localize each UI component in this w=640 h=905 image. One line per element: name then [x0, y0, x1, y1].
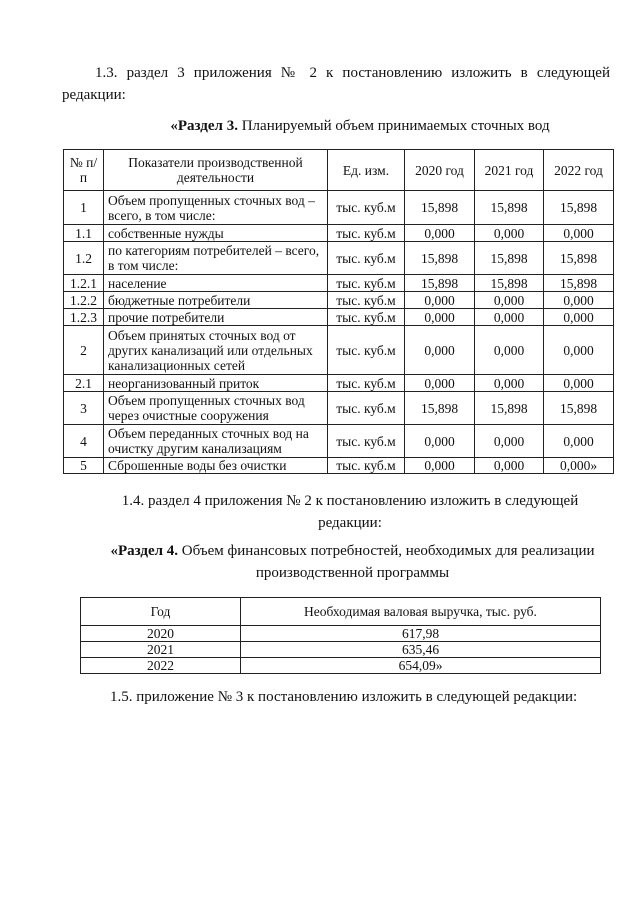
cell-v2022: 0,000	[544, 225, 614, 242]
cell-v2020: 0,000	[405, 375, 475, 392]
cell-v2021: 15,898	[475, 275, 544, 292]
cell-value: 654,09»	[241, 658, 601, 674]
cell-value: 617,98	[241, 626, 601, 642]
table-row	[64, 242, 614, 275]
cell-v2021: 15,898	[475, 191, 544, 225]
cell-v2022: 0,000	[544, 309, 614, 326]
paragraph-1-5: 1.5. приложение № 3 к постановлению изложить в следующей редакции:	[110, 689, 578, 705]
cell-num: 1.2.3	[64, 309, 104, 326]
header-year: Год	[81, 598, 241, 626]
cell-v2020: 15,898	[405, 392, 475, 425]
paragraph-1-3	[62, 62, 610, 106]
cell-v2021: 0,000	[475, 458, 544, 474]
table-header-row	[81, 598, 601, 626]
cell-v2021: 0,000	[475, 292, 544, 309]
cell-unit: тыс. куб.м	[328, 425, 405, 458]
table-row	[64, 375, 614, 392]
paragraph-1-4-line2: редакции:	[318, 515, 382, 531]
cell-num: 1.2.1	[64, 275, 104, 292]
paragraph-1-4-line1: 1.4. раздел 4 приложения № 2 к постановлению изложить в следующей	[121, 493, 579, 509]
table-row	[64, 458, 614, 474]
cell-name: население	[104, 275, 328, 292]
cell-v2022: 15,898	[544, 191, 614, 225]
cell-unit: тыс. куб.м	[328, 242, 405, 275]
cell-v2022: 15,898	[544, 275, 614, 292]
cell-unit: тыс. куб.м	[328, 458, 405, 474]
cell-num: 1.2	[64, 242, 104, 275]
table-row	[64, 292, 614, 309]
cell-v2021: 0,000	[475, 375, 544, 392]
cell-v2022: 0,000	[544, 326, 614, 375]
paragraph-1-4	[90, 490, 610, 534]
cell-unit: тыс. куб.м	[328, 326, 405, 375]
cell-unit: тыс. куб.м	[328, 225, 405, 242]
cell-name: Объем пропущенных сточных вод – всего, в том числе:	[104, 191, 328, 225]
cell-v2020: 0,000	[405, 425, 475, 458]
cell-num: 2.1	[64, 375, 104, 392]
cell-unit: тыс. куб.м	[328, 191, 405, 225]
cell-num: 5	[64, 458, 104, 474]
cell-v2021: 0,000	[475, 225, 544, 242]
cell-num: 4	[64, 425, 104, 458]
section-3-prefix: «Раздел 3.	[170, 118, 238, 134]
paragraph-1-3-line1: 1.3. раздел 3 приложения № 2 к постановлению изложить в следующей	[95, 65, 610, 81]
planned-volume-table	[63, 149, 614, 474]
cell-v2021: 15,898	[475, 242, 544, 275]
table-row	[64, 326, 614, 375]
financial-needs-table	[80, 597, 601, 674]
header-num: № п/п	[64, 150, 104, 191]
cell-name: Объем пропущенных сточных вод через очистные сооружения	[104, 392, 328, 425]
table-row	[64, 275, 614, 292]
paragraph-1-3-line2: редакции:	[62, 87, 126, 103]
cell-v2022: 0,000	[544, 375, 614, 392]
table-row	[64, 191, 614, 225]
table-header-row	[64, 150, 614, 191]
section-3-title: Планируемый объем принимаемых сточных вод	[237, 118, 550, 134]
cell-num: 2	[64, 326, 104, 375]
cell-v2022: 0,000	[544, 292, 614, 309]
cell-name: Сброшенные воды без очистки	[104, 458, 328, 474]
cell-v2020: 0,000	[405, 458, 475, 474]
table-row	[81, 626, 601, 642]
cell-v2022: 0,000»	[544, 458, 614, 474]
header-indicator: Показатели производственной деятельности	[104, 150, 328, 191]
table-row	[64, 425, 614, 458]
section-4-prefix: «Раздел 4.	[110, 543, 179, 559]
section-4-title-line1: Объем финансовых потребностей, необходимых для реализации	[178, 543, 595, 559]
cell-v2021: 0,000	[475, 309, 544, 326]
cell-v2022: 15,898	[544, 392, 614, 425]
cell-unit: тыс. куб.м	[328, 392, 405, 425]
cell-year: 2020	[81, 626, 241, 642]
section-4-title-line2: производственной программы	[255, 565, 450, 581]
cell-num: 3	[64, 392, 104, 425]
header-unit: Ед. изм.	[328, 150, 405, 191]
cell-name: прочие потребители	[104, 309, 328, 326]
cell-unit: тыс. куб.м	[328, 309, 405, 326]
header-2022: 2022 год	[544, 150, 614, 191]
header-2021: 2021 год	[475, 150, 544, 191]
cell-name: Объем принятых сточных вод от других канализаций или отдельных канализационных сетей	[104, 326, 328, 375]
header-2020: 2020 год	[405, 150, 475, 191]
table-row	[64, 225, 614, 242]
cell-v2021: 0,000	[475, 425, 544, 458]
cell-v2020: 0,000	[405, 225, 475, 242]
cell-year: 2022	[81, 658, 241, 674]
cell-value: 635,46	[241, 642, 601, 658]
cell-name: неорганизованный приток	[104, 375, 328, 392]
cell-unit: тыс. куб.м	[328, 292, 405, 309]
cell-v2022: 15,898	[544, 242, 614, 275]
cell-v2021: 0,000	[475, 326, 544, 375]
cell-v2020: 0,000	[405, 309, 475, 326]
table-row	[81, 642, 601, 658]
cell-v2021: 15,898	[475, 392, 544, 425]
table-row	[81, 658, 601, 674]
cell-name: Объем переданных сточных вод на очистку другим канализациям	[104, 425, 328, 458]
cell-num: 1.2.2	[64, 292, 104, 309]
cell-num: 1	[64, 191, 104, 225]
table-row	[64, 392, 614, 425]
cell-v2020: 15,898	[405, 191, 475, 225]
header-revenue: Необходимая валовая выручка, тыс. руб.	[241, 598, 601, 626]
cell-year: 2021	[81, 642, 241, 658]
cell-v2020: 15,898	[405, 275, 475, 292]
section-3-heading	[100, 118, 620, 135]
cell-name: по категориям потребителей – всего, в том числе:	[104, 242, 328, 275]
section-4-heading	[80, 540, 625, 584]
cell-v2020: 0,000	[405, 326, 475, 375]
cell-name: бюджетные потребители	[104, 292, 328, 309]
cell-unit: тыс. куб.м	[328, 375, 405, 392]
cell-v2022: 0,000	[544, 425, 614, 458]
table-row	[64, 309, 614, 326]
cell-unit: тыс. куб.м	[328, 275, 405, 292]
cell-num: 1.1	[64, 225, 104, 242]
cell-v2020: 0,000	[405, 292, 475, 309]
cell-name: собственные нужды	[104, 225, 328, 242]
cell-v2020: 15,898	[405, 242, 475, 275]
